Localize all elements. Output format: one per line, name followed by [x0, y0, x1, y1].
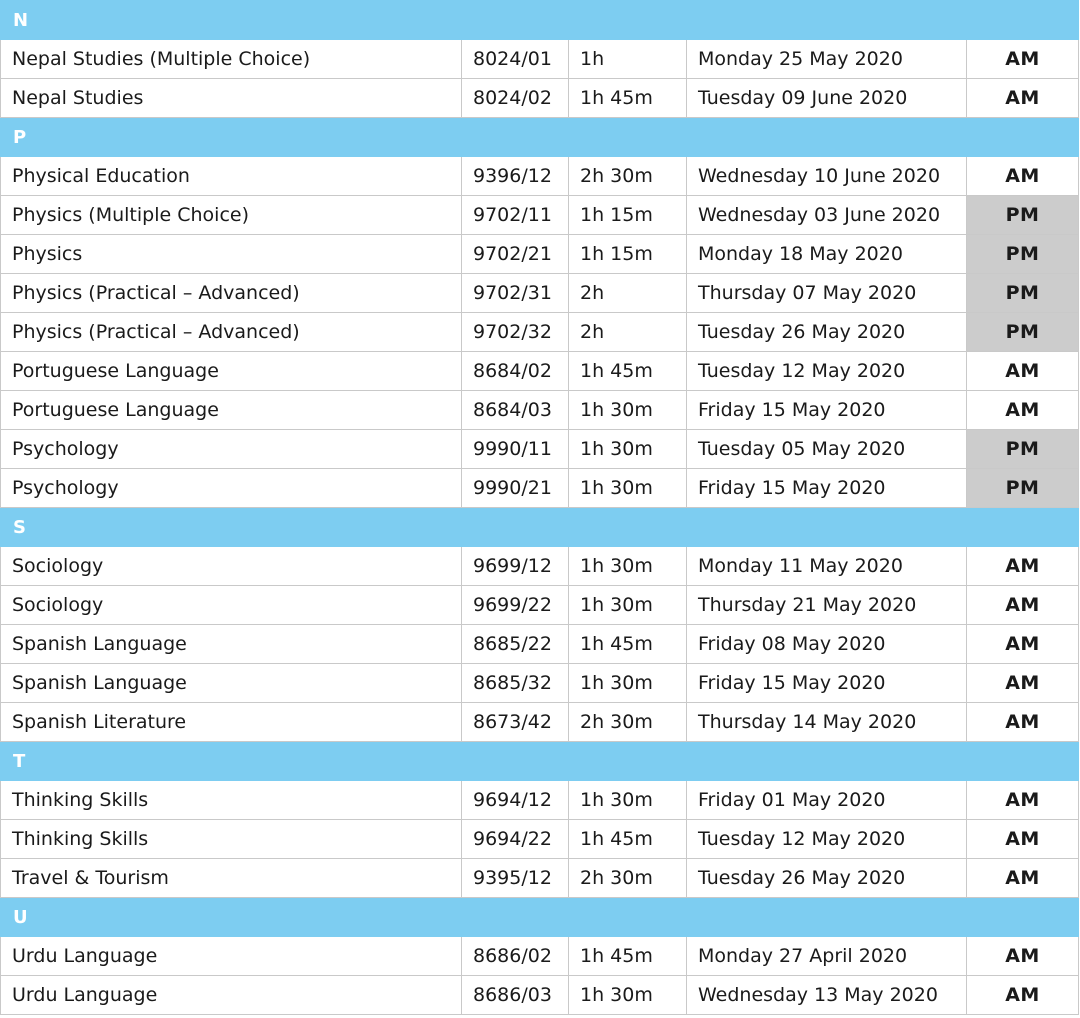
- subject-cell: Portuguese Language: [1, 352, 462, 391]
- table-row: [1, 781, 1079, 820]
- section-header-row: [1, 118, 1079, 157]
- code-cell: 8685/22: [462, 625, 569, 664]
- table-row: [1, 976, 1079, 1015]
- date-cell: Thursday 14 May 2020: [687, 703, 967, 742]
- section-header-row: [1, 742, 1079, 781]
- date-cell: Tuesday 09 June 2020: [687, 79, 967, 118]
- date-cell: Friday 01 May 2020: [687, 781, 967, 820]
- duration-cell: 1h 30m: [569, 781, 687, 820]
- code-cell: 8684/02: [462, 352, 569, 391]
- session-cell: AM: [967, 547, 1079, 586]
- duration-cell: 1h 30m: [569, 664, 687, 703]
- duration-cell: 1h 30m: [569, 391, 687, 430]
- duration-cell: 2h 30m: [569, 703, 687, 742]
- code-cell: 8024/01: [462, 40, 569, 79]
- code-cell: 9694/12: [462, 781, 569, 820]
- session-cell: AM: [967, 625, 1079, 664]
- session-cell: PM: [967, 196, 1079, 235]
- section-letter: N: [1, 1, 1079, 40]
- table-row: [1, 196, 1079, 235]
- code-cell: 9702/32: [462, 313, 569, 352]
- code-cell: 8673/42: [462, 703, 569, 742]
- date-cell: Monday 11 May 2020: [687, 547, 967, 586]
- session-cell: PM: [967, 469, 1079, 508]
- session-cell: AM: [967, 586, 1079, 625]
- date-cell: Wednesday 03 June 2020: [687, 196, 967, 235]
- date-cell: Thursday 07 May 2020: [687, 274, 967, 313]
- date-cell: Monday 27 April 2020: [687, 937, 967, 976]
- duration-cell: 1h 45m: [569, 352, 687, 391]
- table-row: [1, 313, 1079, 352]
- duration-cell: 1h 30m: [569, 469, 687, 508]
- session-cell: PM: [967, 235, 1079, 274]
- subject-cell: Thinking Skills: [1, 820, 462, 859]
- subject-cell: Sociology: [1, 547, 462, 586]
- table-row: [1, 703, 1079, 742]
- session-cell: AM: [967, 976, 1079, 1015]
- table-row: [1, 157, 1079, 196]
- session-cell: AM: [967, 40, 1079, 79]
- table-row: [1, 937, 1079, 976]
- duration-cell: 1h 30m: [569, 547, 687, 586]
- subject-cell: Nepal Studies: [1, 79, 462, 118]
- subject-cell: Physics (Practical – Advanced): [1, 274, 462, 313]
- table-row: [1, 859, 1079, 898]
- date-cell: Monday 18 May 2020: [687, 235, 967, 274]
- code-cell: 8024/02: [462, 79, 569, 118]
- section-header-row: [1, 898, 1079, 937]
- subject-cell: Nepal Studies (Multiple Choice): [1, 40, 462, 79]
- section-letter: U: [1, 898, 1079, 937]
- code-cell: 8686/02: [462, 937, 569, 976]
- subject-cell: Spanish Language: [1, 625, 462, 664]
- section-letter: P: [1, 118, 1079, 157]
- table-row: [1, 235, 1079, 274]
- date-cell: Friday 08 May 2020: [687, 625, 967, 664]
- duration-cell: 1h 15m: [569, 235, 687, 274]
- subject-cell: Physical Education: [1, 157, 462, 196]
- table-row: [1, 391, 1079, 430]
- session-cell: AM: [967, 157, 1079, 196]
- code-cell: 8685/32: [462, 664, 569, 703]
- code-cell: 9699/22: [462, 586, 569, 625]
- duration-cell: 1h 45m: [569, 820, 687, 859]
- duration-cell: 2h: [569, 274, 687, 313]
- section-letter: T: [1, 742, 1079, 781]
- subject-cell: Psychology: [1, 469, 462, 508]
- session-cell: AM: [967, 391, 1079, 430]
- session-cell: AM: [967, 859, 1079, 898]
- table-row: [1, 79, 1079, 118]
- code-cell: 9702/11: [462, 196, 569, 235]
- session-cell: PM: [967, 313, 1079, 352]
- code-cell: 8686/03: [462, 976, 569, 1015]
- code-cell: 8684/03: [462, 391, 569, 430]
- subject-cell: Travel & Tourism: [1, 859, 462, 898]
- section-header-row: [1, 1, 1079, 40]
- section-header-row: [1, 508, 1079, 547]
- code-cell: 9990/21: [462, 469, 569, 508]
- session-cell: AM: [967, 79, 1079, 118]
- date-cell: Wednesday 10 June 2020: [687, 157, 967, 196]
- duration-cell: 2h: [569, 313, 687, 352]
- duration-cell: 1h: [569, 40, 687, 79]
- duration-cell: 1h 30m: [569, 586, 687, 625]
- table-row: [1, 586, 1079, 625]
- subject-cell: Urdu Language: [1, 976, 462, 1015]
- subject-cell: Physics: [1, 235, 462, 274]
- date-cell: Friday 15 May 2020: [687, 664, 967, 703]
- duration-cell: 2h 30m: [569, 859, 687, 898]
- table-row: [1, 352, 1079, 391]
- date-cell: Friday 15 May 2020: [687, 391, 967, 430]
- table-row: [1, 664, 1079, 703]
- session-cell: AM: [967, 937, 1079, 976]
- code-cell: 9699/12: [462, 547, 569, 586]
- date-cell: Tuesday 12 May 2020: [687, 820, 967, 859]
- duration-cell: 1h 45m: [569, 937, 687, 976]
- duration-cell: 1h 15m: [569, 196, 687, 235]
- table-row: [1, 625, 1079, 664]
- code-cell: 9395/12: [462, 859, 569, 898]
- session-cell: AM: [967, 820, 1079, 859]
- date-cell: Monday 25 May 2020: [687, 40, 967, 79]
- date-cell: Tuesday 26 May 2020: [687, 859, 967, 898]
- code-cell: 9702/31: [462, 274, 569, 313]
- subject-cell: Spanish Literature: [1, 703, 462, 742]
- table-row: [1, 469, 1079, 508]
- table-row: [1, 274, 1079, 313]
- date-cell: Wednesday 13 May 2020: [687, 976, 967, 1015]
- subject-cell: Physics (Practical – Advanced): [1, 313, 462, 352]
- subject-cell: Urdu Language: [1, 937, 462, 976]
- session-cell: PM: [967, 430, 1079, 469]
- date-cell: Tuesday 05 May 2020: [687, 430, 967, 469]
- code-cell: 9396/12: [462, 157, 569, 196]
- code-cell: 9990/11: [462, 430, 569, 469]
- table-row: [1, 430, 1079, 469]
- duration-cell: 1h 45m: [569, 79, 687, 118]
- date-cell: Friday 15 May 2020: [687, 469, 967, 508]
- subject-cell: Psychology: [1, 430, 462, 469]
- date-cell: Thursday 21 May 2020: [687, 586, 967, 625]
- table-row: [1, 547, 1079, 586]
- code-cell: 9694/22: [462, 820, 569, 859]
- session-cell: AM: [967, 703, 1079, 742]
- session-cell: AM: [967, 664, 1079, 703]
- duration-cell: 2h 30m: [569, 157, 687, 196]
- duration-cell: 1h 45m: [569, 625, 687, 664]
- duration-cell: 1h 30m: [569, 976, 687, 1015]
- date-cell: Tuesday 12 May 2020: [687, 352, 967, 391]
- subject-cell: Spanish Language: [1, 664, 462, 703]
- subject-cell: Thinking Skills: [1, 781, 462, 820]
- section-letter: S: [1, 508, 1079, 547]
- table-row: [1, 820, 1079, 859]
- session-cell: AM: [967, 352, 1079, 391]
- subject-cell: Physics (Multiple Choice): [1, 196, 462, 235]
- date-cell: Tuesday 26 May 2020: [687, 313, 967, 352]
- code-cell: 9702/21: [462, 235, 569, 274]
- table-row: [1, 40, 1079, 79]
- duration-cell: 1h 30m: [569, 430, 687, 469]
- subject-cell: Sociology: [1, 586, 462, 625]
- subject-cell: Portuguese Language: [1, 391, 462, 430]
- session-cell: PM: [967, 274, 1079, 313]
- session-cell: AM: [967, 781, 1079, 820]
